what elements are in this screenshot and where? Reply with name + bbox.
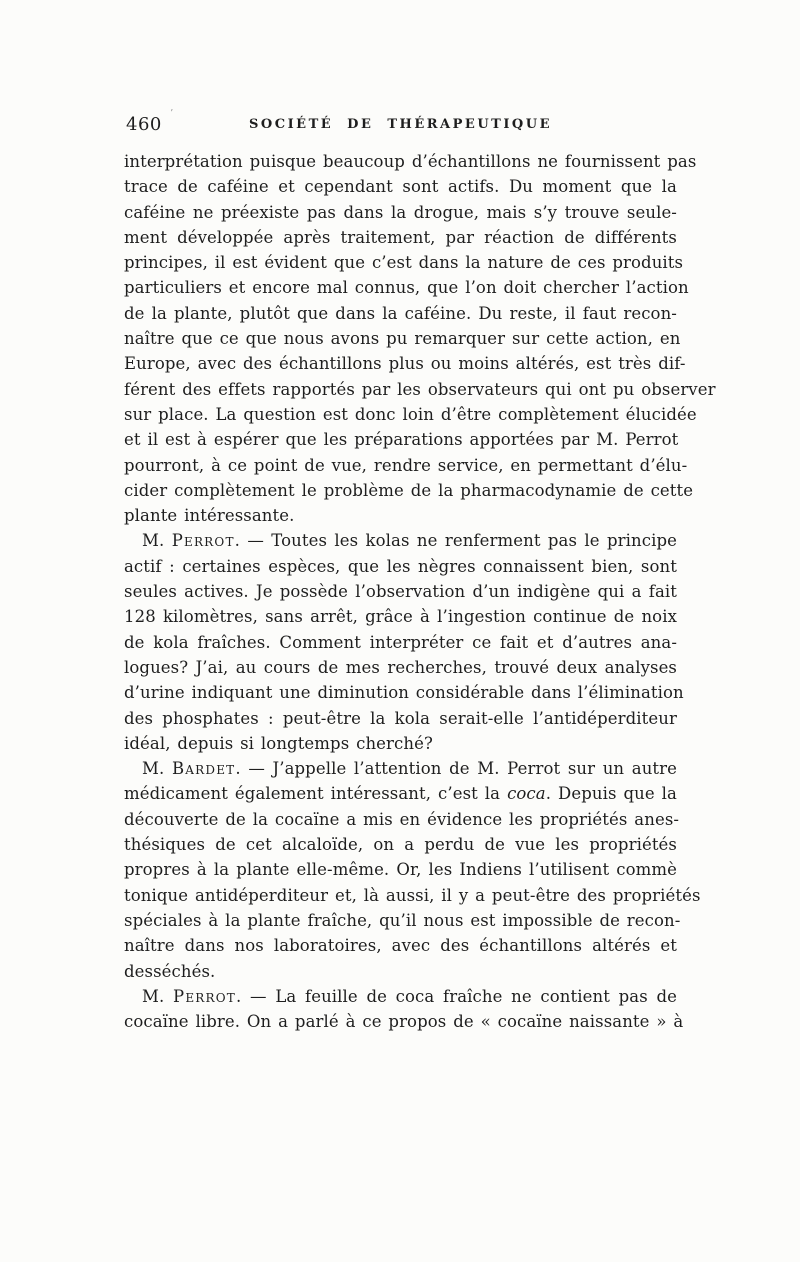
text-segment: actif : certaines espèces, que les nègres connaissent bien, sont (124, 556, 677, 576)
text-segment: desséchés. (124, 961, 216, 981)
paragraph (124, 984, 684, 1035)
text-segment: seules actives. Je possède l’observation d’un indigène qui a fait (124, 582, 677, 602)
text-segment: plante intéressante. (124, 506, 295, 526)
speaker-name: Perrot (171, 531, 235, 551)
text-segment: trace de caféine et cependant sont actifs. Du moment que la (124, 177, 677, 197)
text-line (124, 149, 697, 174)
text-line (124, 326, 681, 351)
text-segment: pourront, à ce point de vue, rendre service, en permettant d’élu- (124, 455, 688, 475)
text-segment: . — Toutes les kolas ne renferment pas le principe (234, 531, 677, 551)
text-segment: et il est à espérer que les préparations apportées par M. Perrot (124, 430, 679, 450)
speaker-name: Perrot (173, 986, 237, 1006)
page-number: 460 (126, 114, 162, 135)
text-segment: de kola fraîches. Comment interpréter ce fait et d’autres ana- (124, 632, 677, 652)
text-line (124, 706, 677, 731)
text-line (124, 655, 677, 680)
text-segment: thésiques de cet alcaloïde, on a perdu de vue les propriétés (124, 835, 677, 855)
text-line (124, 427, 677, 452)
text-segment: . — J’appelle l’attention de M. Perrot sur un autre (235, 759, 677, 779)
paragraph (124, 149, 716, 528)
text-segment: . — La feuille de coca fraîche ne contient pas de (236, 986, 678, 1006)
scan-speck: ʼ (170, 109, 173, 119)
running-header (124, 109, 677, 137)
text-segment: M. (142, 531, 172, 551)
text-line (124, 1009, 684, 1034)
text-segment: d’urine indiquant une diminution considérable dans l’élimination (124, 683, 684, 703)
text-line (124, 528, 677, 553)
paragraph (124, 756, 701, 984)
text-line (124, 604, 677, 629)
text-segment: spéciales à la plante fraîche, qu’il nous est impossible de recon- (124, 910, 681, 930)
text-segment: sur place. La question est donc loin d’être complètement élucidée (124, 404, 697, 424)
text-line (124, 453, 688, 478)
text-line (124, 478, 694, 503)
text-segment: . Depuis que la (545, 784, 677, 804)
text-segment: idéal, depuis si longtemps cherché? (124, 733, 433, 753)
paragraph (124, 528, 684, 756)
text-line (124, 959, 677, 984)
text-segment: interprétation puisque beaucoup d’échantillons ne fournissent pas (124, 152, 697, 171)
text-line (124, 503, 677, 528)
text-segment: Europe, avec des échantillons plus ou moins altérés, est très dif- (124, 354, 686, 374)
text-line (124, 807, 680, 832)
text-line (124, 883, 701, 908)
text-segment: médicament également intéressant, c’est la (124, 784, 508, 804)
text-line (124, 908, 681, 933)
text-segment: ment développée après traitement, par réaction de différents (124, 227, 677, 247)
text-segment: cider complètement le problème de la pharmacodynamie de cette (124, 480, 694, 500)
text-line (124, 781, 677, 806)
text-line (124, 402, 697, 427)
text-segment: 128 kilomètres, sans arrêt, grâce à l’ingestion continue de noix (124, 607, 677, 627)
text-segment: M. (142, 759, 172, 779)
text-segment: tonique antidéperditeur et, là aussi, il y a peut-être des propriétés (124, 885, 701, 905)
text-segment: naître dans nos laboratoires, avec des échantillons altérés et (124, 936, 677, 956)
text-segment: propres à la plante elle-même. Or, les Indiens l’utilisent commè (124, 860, 677, 880)
text-line (124, 275, 689, 300)
text-line (124, 933, 677, 958)
text-line (124, 984, 677, 1009)
text-line (124, 301, 677, 326)
text-line (124, 579, 677, 604)
text-segment: logues? J’ai, au cours de mes recherches, trouvé deux analyses (124, 657, 677, 677)
text-line (124, 832, 677, 857)
text-segment: des phosphates : peut-être la kola serait-elle l’antidéperditeur (124, 708, 677, 728)
text-line (124, 857, 677, 882)
text-block (124, 109, 716, 1034)
text-line (124, 225, 677, 250)
page-body (124, 149, 716, 1034)
text-line (124, 250, 684, 275)
text-line (124, 200, 677, 225)
text-segment: découverte de la cocaïne a mis en évidence les propriétés anes- (124, 809, 680, 829)
text-line (124, 680, 684, 705)
text-segment: M. (142, 986, 174, 1006)
text-line (124, 630, 677, 655)
text-segment: principes, il est évident que c’est dans la nature de ces produits (124, 253, 684, 273)
italic-term: coca (507, 784, 546, 804)
text-line (124, 731, 677, 756)
text-segment: particuliers et encore mal connus, que l’on doit chercher l’action (124, 278, 689, 298)
text-segment: caféine ne préexiste pas dans la drogue, mais s’y trouve seule- (124, 202, 677, 222)
text-line (124, 351, 686, 376)
text-line (124, 554, 677, 579)
speaker-name: Bardet (171, 759, 236, 779)
text-line (124, 756, 677, 781)
text-segment: de la plante, plutôt que dans la caféine. Du reste, il faut recon- (124, 303, 677, 323)
text-segment: cocaïne libre. On a parlé à ce propos de « cocaïne naissante » à (124, 1012, 684, 1032)
text-segment: férent des effets rapportés par les observateurs qui ont pu observer (124, 379, 716, 399)
text-line (124, 377, 716, 402)
header-title: SOCIÉTÉ DE THÉRAPEUTIQUE (249, 117, 552, 132)
text-line (124, 174, 677, 199)
text-segment: naître que ce que nous avons pu remarquer sur cette action, en (124, 329, 681, 349)
